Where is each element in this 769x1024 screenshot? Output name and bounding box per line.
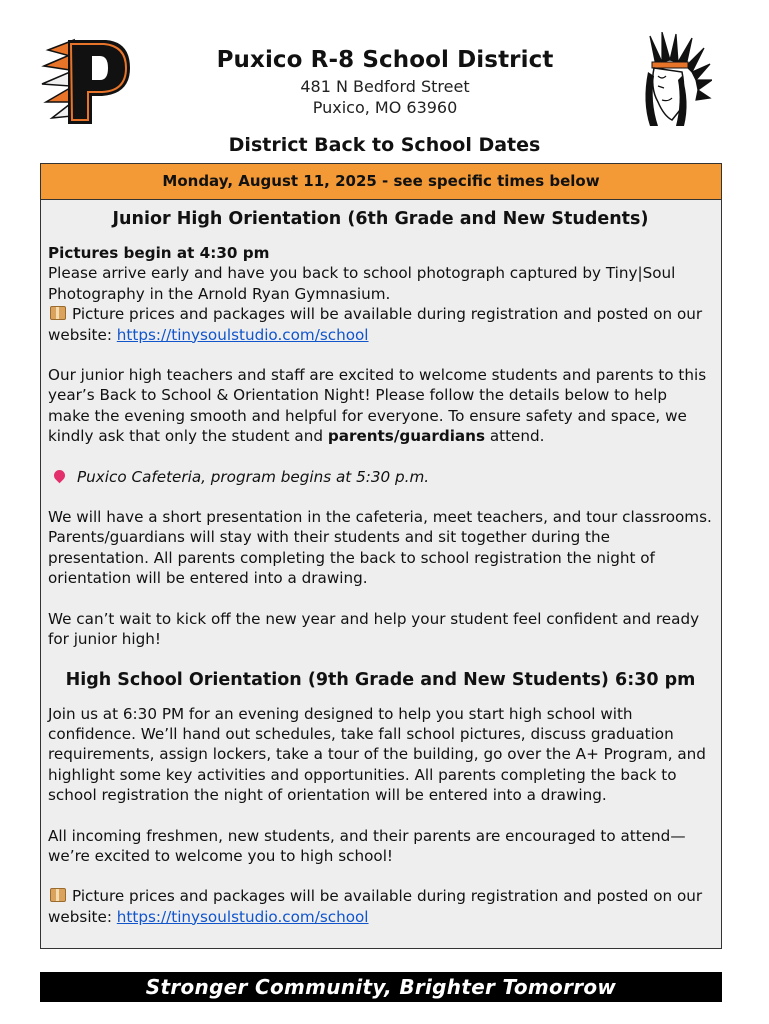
dates-box (40, 163, 722, 949)
welcome-paragraph: Our junior high teachers and staff are excited to welcome students and parents to this year’s Back to School & Orientation Night! Please follow the details below to help make the evening smooth and helpful for everyone. To ensure safety and space, we kindly ask that only the student and parents/guardians attend. (48, 366, 707, 446)
junior-high-title: Junior High Orientation (6th Grade and New Students) (112, 209, 649, 229)
address-city: Puxico, MO 63960 (312, 98, 458, 117)
presentation-paragraph: We will have a short presentation in the cafeteria, meet teachers, and tour classrooms. Parents/guardians will stay with their students and sit together during the presentation. All parents completing the back to school registration the night of orientation will be entered into a drawing. (48, 508, 712, 588)
incoming-paragraph: All incoming freshmen, new students, and their parents are encouraged to attend—we’re excited to welcome you to high school! (48, 826, 686, 865)
location-text: Puxico Cafeteria, program begins at 5:30 p.m. (77, 467, 430, 486)
map-pin-icon (52, 467, 68, 483)
hs-prices-paragraph (48, 886, 713, 927)
district-name: Puxico R-8 School District (216, 47, 554, 73)
join-paragraph: Join us at 6:30 PM for an evening designed to help you start high school with confidence. We’ll hand out schedules, take fall school pictures, discuss graduation requirements, assign lockers, take a tour of the building, go over the A+ Program, and highlight some key activities and opportunities. All parents completing the back to school registration the night of orientation will be entered into a drawing. (48, 704, 706, 805)
prices-text: Picture prices and packages will be available during registration and posted on our website: (48, 305, 703, 344)
letterhead (150, 44, 620, 118)
welcome-bold: parents/guardians (327, 427, 485, 446)
prices-paragraph (48, 304, 713, 345)
hs-studio-link[interactable]: https://tinysoulstudio.com/school (116, 907, 369, 926)
hs-prices-text: Picture prices and packages will be available during registration and posted on our website: (48, 887, 703, 926)
pictures-text: Please arrive early and have you back to school photograph captured by Tiny|Soul Photography in the Arnold Ryan Gymnasium. (48, 264, 676, 303)
closing-paragraph: We can’t wait to kick off the new year and help your student feel confident and ready for junior high! (48, 609, 700, 649)
page-title: District Back to School Dates (228, 134, 541, 156)
studio-link[interactable]: https://tinysoulstudio.com/school (116, 325, 369, 344)
block-p-logo-icon (40, 36, 134, 128)
package-icon (50, 306, 66, 320)
address-street: 481 N Bedford Street (300, 77, 470, 96)
date-banner: Monday, August 11, 2025 - see specific times below (41, 164, 721, 200)
package-icon (50, 888, 66, 902)
footer-slogan: Stronger Community, Brighter Tomorrow (40, 972, 722, 1002)
chief-mascot-logo-icon (636, 32, 712, 128)
content (41, 206, 721, 927)
high-school-title: High School Orientation (9th Grade and New Students) 6:30 pm (65, 669, 696, 690)
location-line (48, 467, 713, 487)
pictures-heading: Pictures begin at 4:30 pm (48, 244, 270, 262)
